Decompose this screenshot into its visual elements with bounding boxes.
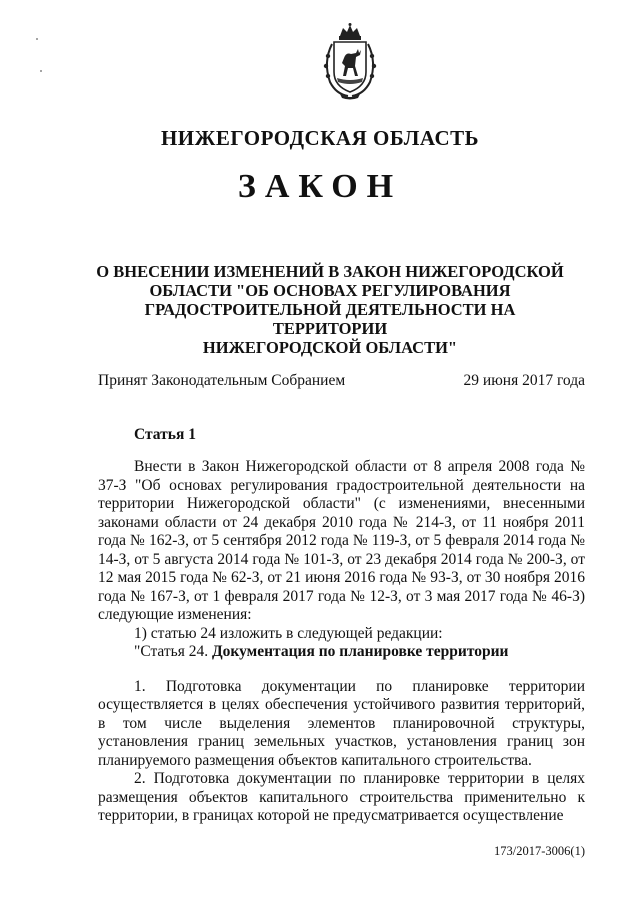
article-heading: Статья 1 — [134, 426, 196, 443]
document-code: 173/2017-3006(1) — [494, 844, 585, 858]
law-title-line: НИЖЕГОРОДСКОЙ ОБЛАСТИ" — [202, 338, 458, 357]
region-heading: НИЖЕГОРОДСКАЯ ОБЛАСТЬ — [160, 126, 480, 150]
article-body — [98, 458, 585, 826]
quoted-article-number: "Статья 24. — [134, 643, 209, 660]
law-title — [90, 262, 570, 357]
adopted-by: Принят Законодательным Собранием — [98, 372, 346, 389]
paragraph: 1. Подготовка документации по планировке территории осуществляется в целях обеспечения устойчивого развития территорий, в том числе выделения элементов планировочной структуры, установления границ земельных участков, установления границ зон планируемого размещения объектов капитального строительства. — [98, 677, 585, 769]
quoted-article-heading — [98, 643, 585, 662]
scan-speck — [40, 70, 42, 72]
law-title-line: ГРАДОСТРОИТЕЛЬНОЙ ДЕЯТЕЛЬНОСТИ НА ТЕРРИТОРИИ — [144, 300, 516, 338]
law-heading: ЗАКОН — [237, 168, 403, 205]
article-item: 1) статью 24 изложить в следующей редакции: — [134, 624, 443, 642]
paragraph: 2. Подготовка документации по планировке территории в целях размещения объектов капитального строительства применительно к территории, в границах которой не предусматривается осуществление — [98, 770, 585, 824]
article-intro: Внести в Закон Нижегородской области от 8 апреля 2008 года № 37-З "Об основах регулирования градостроительной деятельности на территории Нижегородской области" (с изменениями, внесенными законами области от 24 декабря 2010 года № 214-З, от 11 ноября 2011 года № 162-З, от 5 сентября 2012 года № 119-З, от 5 февраля 2014 года № 14-З, от 5 августа 2014 года № 101-З, от 23 декабря 2014 года № 200-З, от 12 мая 2015 года № 62-З, от 21 июня 2016 года № 93-З, от 30 ноября 2016 года № 167-З, от 1 февраля 2017 года № 12-З, от 3 мая 2017 года № 46-З) следующие изменения: — [98, 458, 585, 623]
adoption-date: 29 июня 2017 года — [463, 372, 585, 389]
quoted-article-title: Документация по планировке территории — [212, 643, 509, 660]
coat-of-arms-icon — [318, 22, 382, 100]
law-title-line: О ВНЕСЕНИИ ИЗМЕНЕНИЙ В ЗАКОН НИЖЕГОРОДСКОЙ — [96, 262, 564, 281]
scan-speck — [36, 38, 38, 40]
law-title-line: ОБЛАСТИ "ОБ ОСНОВАХ РЕГУЛИРОВАНИЯ — [149, 281, 511, 300]
